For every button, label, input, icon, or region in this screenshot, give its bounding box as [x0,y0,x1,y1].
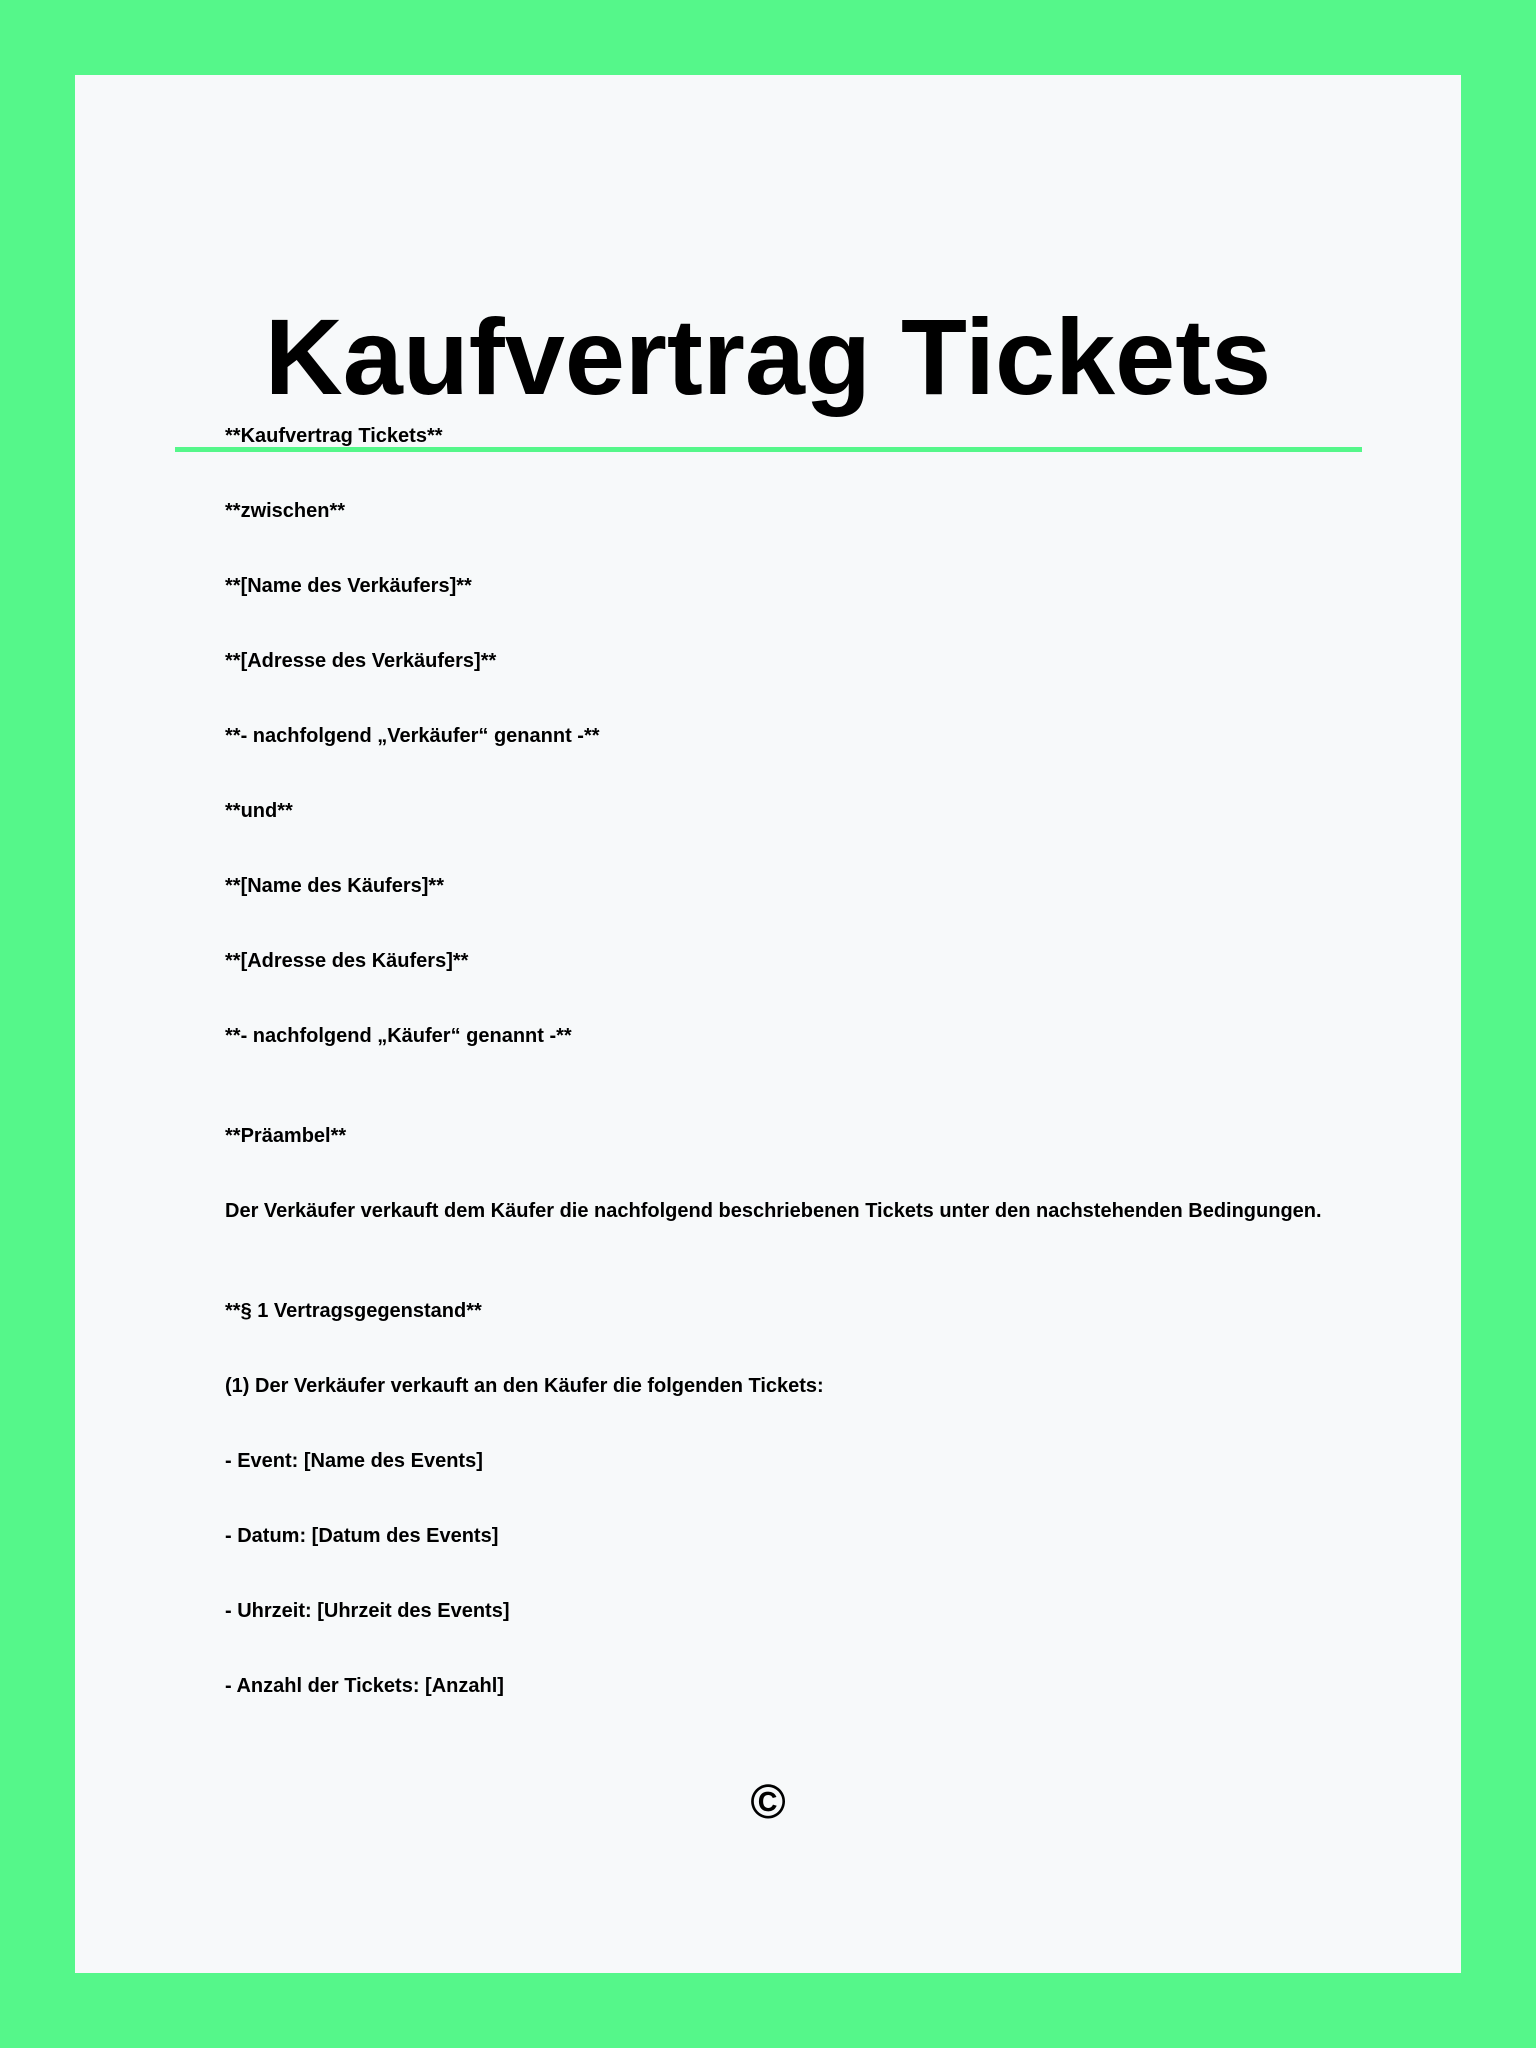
ticket-count-item: - Anzahl der Tickets: [Anzahl] [225,1675,504,1697]
seller-designation-line: **- nachfolgend „Verkäufer“ genannt -** [225,725,600,747]
event-time-item: - Uhrzeit: [Uhrzeit des Events] [225,1600,510,1622]
buyer-designation-line: **- nachfolgend „Käufer“ genannt -** [225,1025,572,1047]
event-name-item: - Event: [Name des Events] [225,1450,483,1472]
seller-address-line: **[Adresse des Verkäufers]** [225,650,497,672]
between-line: **zwischen** [225,500,346,522]
document-page [75,75,1461,1973]
preamble-heading: **Präambel** [225,1125,347,1147]
buyer-name-line: **[Name des Käufers]** [225,875,444,897]
preamble-text: Der Verkäufer verkauft dem Käufer die nachfolgend beschriebenen Tickets unter den nachstehenden Bedingungen. [225,1200,1322,1222]
copyright-icon: © [750,1776,786,1829]
section-1-clause-1: (1) Der Verkäufer verkauft an den Käufer die folgenden Tickets: [225,1375,824,1397]
section-1-heading: **§ 1 Vertragsgegenstand** [225,1300,482,1322]
seller-name-line: **[Name des Verkäufers]** [225,575,472,597]
event-date-item: - Datum: [Datum des Events] [225,1525,499,1547]
and-line: **und** [225,800,293,822]
document-title: Kaufvertrag Tickets [264,296,1272,417]
buyer-address-line: **[Adresse des Käufers]** [225,950,469,972]
contract-title-line: **Kaufvertrag Tickets** [225,425,443,447]
